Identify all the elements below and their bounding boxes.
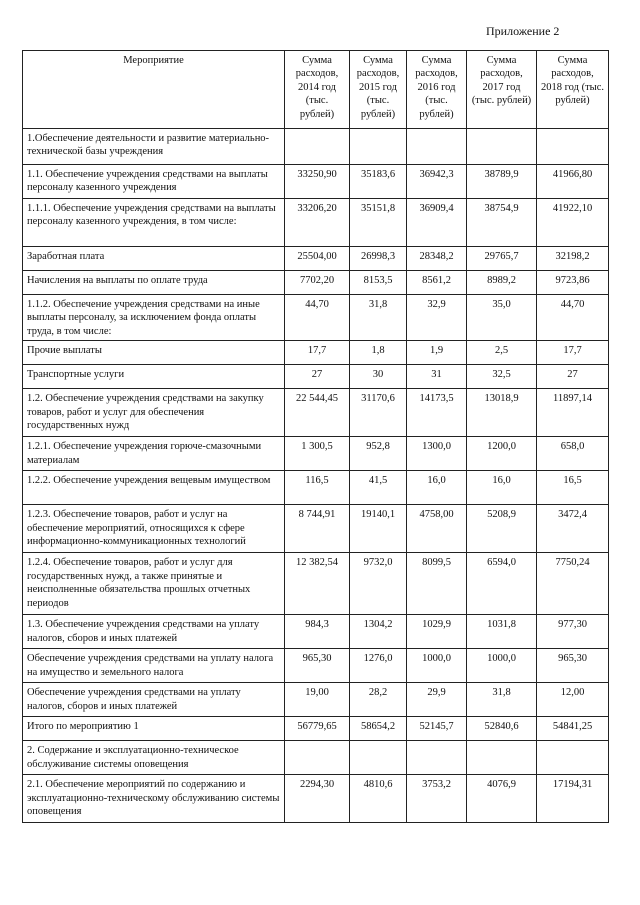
cell-2017: 8989,2 [467,271,537,295]
cell-2014: 33250,90 [285,165,350,199]
cell-2014: 25504,00 [285,247,350,271]
cell-2018: 965,30 [537,649,609,683]
cell-2016: 3753,2 [407,775,467,823]
cell-2014: 56779,65 [285,717,350,741]
cell-measure: 2. Содержание и эксплуатационно-техническое обслуживание системы оповещения [23,741,285,775]
cell-measure: Итого по мероприятию 1 [23,717,285,741]
cell-2017: 1200,0 [467,437,537,471]
cell-2016: 16,0 [407,471,467,505]
table-row [23,649,609,683]
cell-2015: 31170,6 [350,389,407,437]
cell-2018: 54841,25 [537,717,609,741]
table-row [23,199,609,247]
table-row [23,553,609,615]
cell-2017: 29765,7 [467,247,537,271]
cell-2018 [537,741,609,775]
cell-2018: 658,0 [537,437,609,471]
cell-2015 [350,129,407,165]
cell-2016 [407,741,467,775]
cell-2018: 32198,2 [537,247,609,271]
cell-2014: 1 300,5 [285,437,350,471]
cell-2017 [467,129,537,165]
table-row [23,295,609,341]
table-row [23,365,609,389]
cell-2014: 7702,20 [285,271,350,295]
cell-measure: Транспортные услуги [23,365,285,389]
cell-2018: 3472,4 [537,505,609,553]
cell-measure: Обеспечение учреждения средствами на уплату налога на имущество и земельного налога [23,649,285,683]
cell-2017: 2,5 [467,341,537,365]
table-row [23,341,609,365]
cell-2016: 29,9 [407,683,467,717]
cell-measure: 1.2.3. Обеспечение товаров, работ и услуг на обеспечение мероприятий, относящихся к сфере информационно-коммуникационных технологий [23,505,285,553]
header-2018: Сумма расходов, 2018 год (тыс. рублей) [537,51,609,129]
cell-measure: 1.1. Обеспечение учреждения средствами на выплаты персоналу казенного учреждения [23,165,285,199]
cell-2018: 41966,80 [537,165,609,199]
header-measure: Мероприятие [23,51,285,129]
table-header-row [23,51,609,129]
cell-2015: 1276,0 [350,649,407,683]
cell-2018: 9723,86 [537,271,609,295]
cell-2017: 16,0 [467,471,537,505]
table-row [23,505,609,553]
cell-2014: 8 744,91 [285,505,350,553]
cell-2015: 41,5 [350,471,407,505]
cell-measure: 1.2.2. Обеспечение учреждения вещевым имуществом [23,471,285,505]
cell-2016: 14173,5 [407,389,467,437]
cell-2018 [537,129,609,165]
header-2016: Сумма расходов, 2016 год (тыс. рублей) [407,51,467,129]
table-body [23,129,609,823]
cell-2015: 28,2 [350,683,407,717]
cell-2016: 1029,9 [407,615,467,649]
table-row [23,471,609,505]
cell-2014 [285,129,350,165]
cell-2018: 41922,10 [537,199,609,247]
cell-2015: 1,8 [350,341,407,365]
cell-2014 [285,741,350,775]
cell-2017: 6594,0 [467,553,537,615]
cell-2014: 12 382,54 [285,553,350,615]
cell-2016: 31 [407,365,467,389]
cell-2018: 27 [537,365,609,389]
cell-2015: 8153,5 [350,271,407,295]
cell-2015: 952,8 [350,437,407,471]
cell-2017: 31,8 [467,683,537,717]
cell-2014: 33206,20 [285,199,350,247]
table-row [23,717,609,741]
cell-2017: 4076,9 [467,775,537,823]
cell-2016: 1,9 [407,341,467,365]
cell-2018: 17194,31 [537,775,609,823]
cell-2018: 11897,14 [537,389,609,437]
cell-2018: 7750,24 [537,553,609,615]
cell-2014: 2294,30 [285,775,350,823]
table-row [23,129,609,165]
header-2017: Сумма расходов, 2017 год (тыс. рублей) [467,51,537,129]
cell-2017: 52840,6 [467,717,537,741]
cell-2018: 17,7 [537,341,609,365]
cell-2018: 977,30 [537,615,609,649]
cell-measure: 1.3. Обеспечение учреждения средствами на уплату налогов, сборов и иных платежей [23,615,285,649]
annex-label: Приложение 2 [486,24,560,38]
cell-measure: 1.1.1. Обеспечение учреждения средствами на выплаты персоналу казенного учреждения, в том числе: [23,199,285,247]
cell-2014: 22 544,45 [285,389,350,437]
cell-measure: 1.Обеспечение деятельности и развитие материально-технической базы учреждения [23,129,285,165]
cell-2017: 38754,9 [467,199,537,247]
table-row [23,615,609,649]
cell-2014: 17,7 [285,341,350,365]
table-row [23,271,609,295]
table-row [23,775,609,823]
cell-2015: 30 [350,365,407,389]
cell-measure: Заработная плата [23,247,285,271]
cell-measure: Прочие выплаты [23,341,285,365]
cell-2018: 44,70 [537,295,609,341]
expense-table [22,50,609,823]
cell-2017: 1031,8 [467,615,537,649]
cell-2016: 1300,0 [407,437,467,471]
table-row [23,389,609,437]
cell-2017: 1000,0 [467,649,537,683]
cell-measure: 1.1.2. Обеспечение учреждения средствами на иные выплаты персоналу, за исключением фонда оплаты труда, в том числе: [23,295,285,341]
cell-2014: 984,3 [285,615,350,649]
cell-2015 [350,741,407,775]
cell-2018: 16,5 [537,471,609,505]
table-row [23,247,609,271]
cell-2015: 31,8 [350,295,407,341]
cell-2017: 35,0 [467,295,537,341]
cell-2016: 36909,4 [407,199,467,247]
cell-2014: 116,5 [285,471,350,505]
cell-measure: 1.2.4. Обеспечение товаров, работ и услуг для государственных нужд, а также принятые и неисполненные обязательства прошлых отчетных периодов [23,553,285,615]
cell-2017 [467,741,537,775]
cell-measure: 1.2. Обеспечение учреждения средствами на закупку товаров, работ и услуг для обеспечения государственных нужд [23,389,285,437]
header-2014: Сумма расходов, 2014 год (тыс. рублей) [285,51,350,129]
cell-2017: 38789,9 [467,165,537,199]
cell-2016: 8561,2 [407,271,467,295]
cell-2015: 26998,3 [350,247,407,271]
cell-2014: 19,00 [285,683,350,717]
cell-measure: 2.1. Обеспечение мероприятий по содержанию и эксплуатационно-техническому обслуживанию системы оповещения [23,775,285,823]
cell-2014: 27 [285,365,350,389]
table-row [23,741,609,775]
cell-2016: 8099,5 [407,553,467,615]
cell-2016 [407,129,467,165]
cell-2017: 32,5 [467,365,537,389]
header-2015: Сумма расходов, 2015 год (тыс. рублей) [350,51,407,129]
cell-2016: 52145,7 [407,717,467,741]
cell-2014: 965,30 [285,649,350,683]
cell-2017: 13018,9 [467,389,537,437]
cell-2015: 58654,2 [350,717,407,741]
cell-measure: Начисления на выплаты по оплате труда [23,271,285,295]
cell-2018: 12,00 [537,683,609,717]
cell-2016: 4758,00 [407,505,467,553]
cell-2016: 1000,0 [407,649,467,683]
table-row [23,437,609,471]
cell-2017: 5208,9 [467,505,537,553]
cell-2015: 1304,2 [350,615,407,649]
table-row [23,683,609,717]
cell-2015: 19140,1 [350,505,407,553]
cell-measure: Обеспечение учреждения средствами на уплату налогов, сборов и иных платежей [23,683,285,717]
cell-2015: 35183,6 [350,165,407,199]
cell-2015: 35151,8 [350,199,407,247]
cell-measure: 1.2.1. Обеспечение учреждения горюче-смазочными материалам [23,437,285,471]
cell-2015: 9732,0 [350,553,407,615]
cell-2014: 44,70 [285,295,350,341]
cell-2016: 36942,3 [407,165,467,199]
table-row [23,165,609,199]
cell-2015: 4810,6 [350,775,407,823]
cell-2016: 32,9 [407,295,467,341]
cell-2016: 28348,2 [407,247,467,271]
